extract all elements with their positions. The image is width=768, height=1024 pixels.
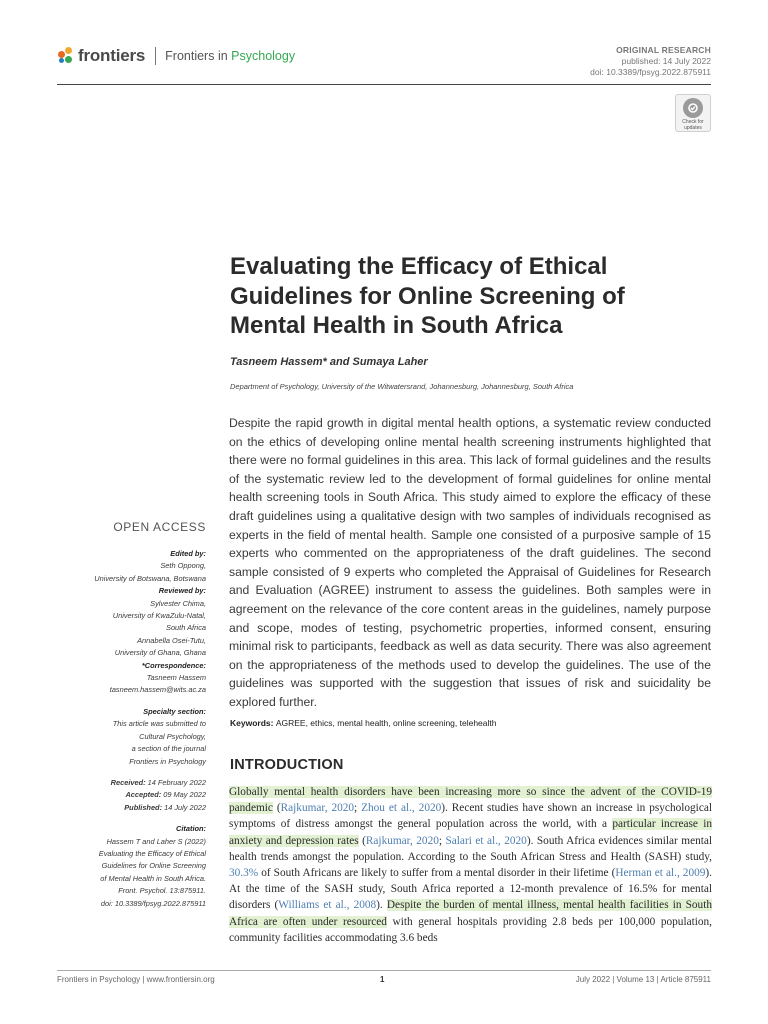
editor-affiliation: University of Botswana, Botswana [94,573,206,583]
frontiers-logo[interactable] [57,46,295,66]
logo-divider [155,47,156,65]
reviewer-name: Annabella Osei-Tutu, [137,635,206,645]
reviewer-name: Sylvester Chima, [150,598,206,608]
section-heading-introduction: INTRODUCTION [230,757,344,773]
article-info-sidebar [55,548,206,910]
article-title: Evaluating the Efficacy of Ethical Guidelines for Online Screening of Mental Health in South Africa [230,253,625,339]
footer-issue-info: July 2022 | Volume 13 | Article 875911 [575,975,711,984]
correspondence-name: Tasneem Hassem [146,673,206,683]
citation-link[interactable]: Rajkumar, 2020 [280,802,355,815]
citation-label: Citation: [176,824,206,834]
citation-link[interactable]: Rajkumar, 2020 [365,834,439,847]
footer-journal-link[interactable]: Frontiers in Psychology | www.frontiersin.org [57,975,215,984]
citation-line: Guidelines for Online Screening [101,861,206,871]
doi-link[interactable]: doi: 10.3389/fpsyg.2022.875911 [590,67,711,77]
check-updates-label: Check for updates [682,119,704,131]
reviewer-affiliation: University of Ghana, Ghana [114,648,206,658]
check-for-updates-button[interactable] [675,94,711,132]
journal-name: Frontiers in Psychology [165,49,296,63]
citation-link[interactable]: Williams et al., 2008 [278,899,377,912]
highlight: Despite the burden of mental illness, mental health facilities in South Africa are often under resourced [229,899,712,928]
specialty-line: Cultural Psychology, [139,731,206,741]
author-affiliation: Department of Psychology, University of the Witwatersrand, Johannesburg, Johannesburg, South Africa [230,382,574,391]
citation-line: Hassem T and Laher S (2022) [106,836,206,846]
citation-line: Front. Psychol. 13:875911. [118,886,206,896]
article-type: ORIGINAL RESEARCH [616,45,711,55]
article-authors: Tasneem Hassem* and Sumaya Laher [230,356,428,368]
header-divider [57,84,711,85]
open-access-label: OPEN ACCESS [113,520,206,534]
page-number: 1 [380,975,385,984]
specialty-line: a section of the journal [131,744,206,754]
footer-divider [57,970,711,971]
correspondence-label: *Correspondence: [141,660,206,670]
received-date: Received: 14 February 2022 [110,777,206,787]
citation-link[interactable]: Salari et al., 2020 [445,834,527,847]
reviewer-affiliation: University of KwaZulu-Natal, [112,611,206,621]
highlight: particular increase in anxiety and depression rates [229,818,712,847]
specialty-line: This article was submitted to [112,719,206,729]
citation-link[interactable]: Zhou et al., 2020 [361,802,442,815]
article-meta [590,45,711,78]
keywords-list: AGREE, ethics, mental health, online screening, telehealth [275,718,497,728]
frontiers-logo-icon [57,46,75,66]
highlight: Globally mental health disorders have been increasing more so since the advent of the COVID-19 pandemic [229,786,712,815]
keywords: Keywords: AGREE, ethics, mental health, online screening, telehealth [230,718,497,728]
reviewer-affiliation: South Africa [166,623,206,633]
citation-line: of Mental Health in South Africa. [100,873,206,883]
citation-doi[interactable]: doi: 10.3389/fpsyg.2022.875911 [100,898,206,908]
specialty-line: Frontiers in Psychology [129,756,206,766]
check-updates-icon [683,98,703,118]
accepted-date: Accepted: 09 May 2022 [125,790,206,800]
logo-text: frontiers [78,46,146,65]
introduction-paragraph: Globally mental health disorders have been increasing more so since the advent of the COVID-19 pandemic (Rajkumar, 2020; Zhou et al., 2020). Recent studies have shown an increase in psychological symptoms of distress amongst the general population across the world, with a particular increase in anxiety and depression rates (Rajkumar, 2020; Salari et al., 2020). South Africa evidences similar mental health trends amongst the population. According to the South African Stress and Health (SASH) study, 30.3% of South Africans are likely to suffer from a mental disorder in their lifetime (Herman et al., 2009). At the time of the SASH study, South Africa reported a 12-month prevalence of 16.5% for mental disorders (Williams et al., 2008). Despite the burden of mental illness, mental health facilities in South Africa are often under resourced with general hospitals providing 2.8 beds per 100,000 population, community facilities accommodating 3.6 beds [229,786,713,944]
published-date: published: 14 July 2022 [621,56,711,66]
reviewed-by-label: Reviewed by: [158,586,206,596]
editor-name: Seth Oppong, [160,561,206,571]
edited-by-label: Edited by: [170,549,206,558]
specialty-section-label: Specialty section: [143,706,206,716]
citation-link[interactable]: Herman et al., 2009 [615,867,706,880]
correspondence-email[interactable]: tasneem.hassem@wits.ac.za [109,685,206,695]
published-date-sidebar: Published: 14 July 2022 [124,802,206,812]
citation-line: Evaluating the Efficacy of Ethical [98,848,206,858]
abstract: Despite the rapid growth in digital mental health options, a systematic review conducted on the ethics of developing online mental health screening instruments highlighted that there were no formal guidelines in this area. This lack of formal guidelines and the results of the systematic review led to the development of formal guidelines for online mental health screening tools in South Africa. This study aimed to explore the efficacy of these draft guidelines using a qualitative design with two samples of individuals recognised as experts in the field of mental health. Sample one consisted of a purposive sample of 15 experts who commented on the appropriateness of the draft guidelines. The second sample consisted of 9 experts who completed the Appraisal of Guidelines for Research and Evaluation (AGREE) instrument to assess the guidelines. Both samples were in agreement on the relevance of the core content areas in the guidelines, namely purpose and scope, modes of testing, psychometric properties, informed consent, ensuring minimal risk to participants, feedback as well as data security. There was also agreement on the appropriateness of the methods used to develop the guidelines. The use of the guidelines was supported with the suggestion that issues of risk and suicidality be explored further. [229,416,711,709]
statistic-link[interactable]: 30.3% [229,867,259,880]
